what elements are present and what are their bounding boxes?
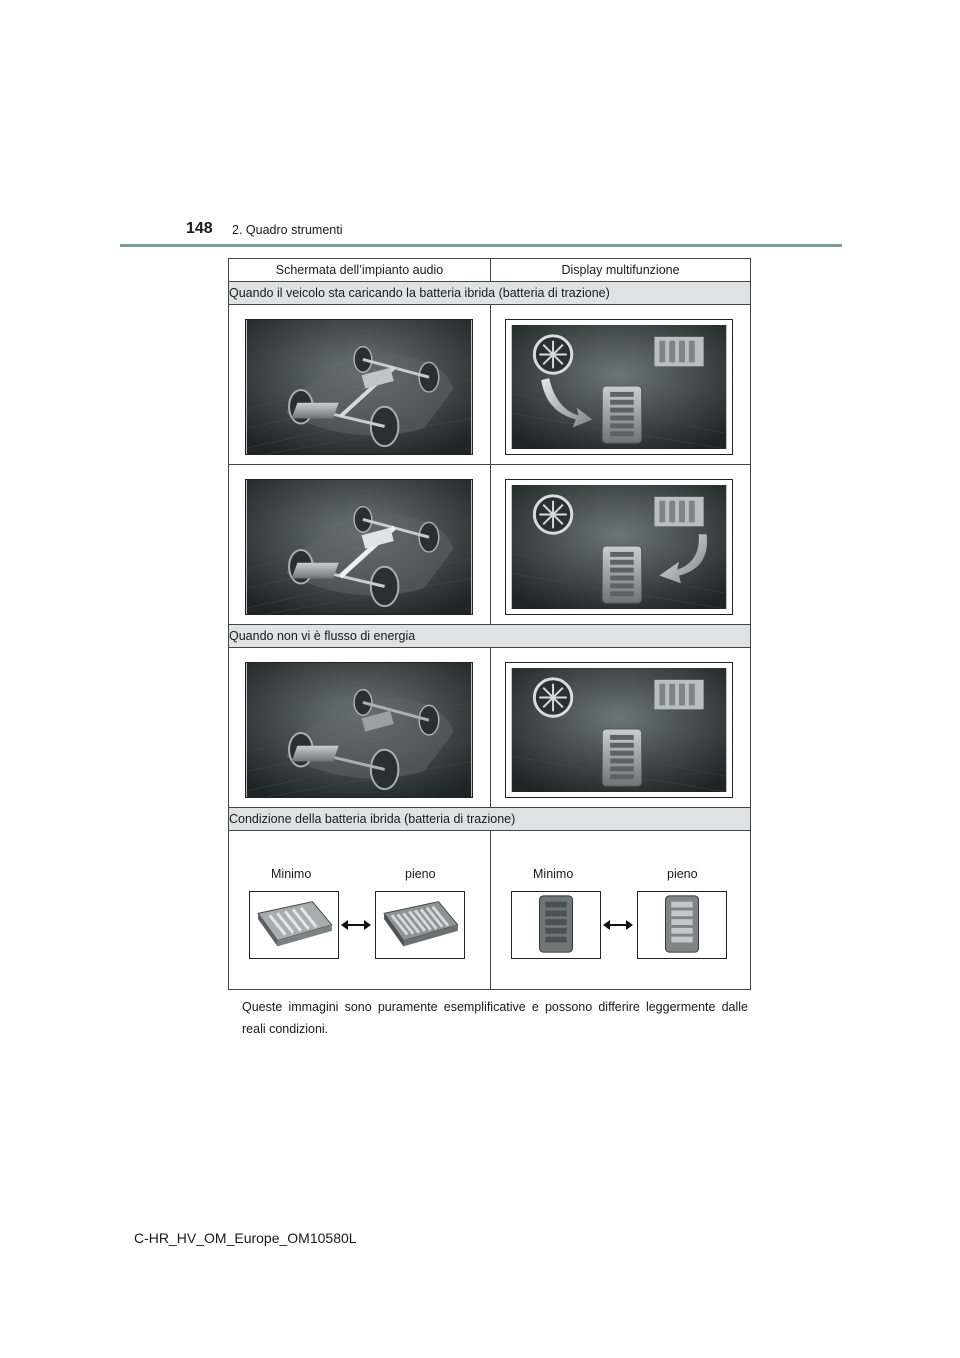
band-noflow-label: Quando non vi è flusso di energia (229, 625, 751, 648)
battery-full-image (375, 891, 465, 959)
mfd-energy-flow-icon (511, 668, 727, 792)
label-pieno: pieno (667, 867, 698, 881)
audio-screen-image (245, 662, 473, 798)
car-chassis-icon (246, 663, 472, 797)
battery-min-image (249, 891, 339, 959)
image-row (229, 648, 751, 808)
disclaimer-note: Queste immagini sono puramente esemplificative e possono differire leggermente dalle reali condizioni. (242, 1000, 748, 1036)
column-header-audio: Schermata dell’impianto audio (229, 259, 491, 282)
energy-monitor-table (228, 258, 751, 990)
image-row (229, 305, 751, 465)
band-row-charging (229, 282, 751, 305)
page-number: 148 (186, 220, 213, 237)
mfd-energy-flow-icon (511, 485, 727, 609)
image-row (229, 465, 751, 625)
battery-full-image (637, 891, 727, 959)
battery-low-icon (512, 892, 600, 958)
audio-screen-image (245, 319, 473, 455)
condition-row (229, 831, 751, 990)
header-rule (120, 244, 842, 247)
column-header-mfd: Display multifunzione (491, 259, 751, 282)
table-header-row (229, 259, 751, 282)
double-arrow-icon (603, 918, 633, 932)
battery-full-icon (376, 892, 464, 958)
section-title: 2. Quadro strumenti (232, 223, 343, 237)
band-row-noflow (229, 625, 751, 648)
battery-full-icon (638, 892, 726, 958)
footer-document-code: C-HR_HV_OM_Europe_OM10580L (134, 1230, 357, 1246)
car-chassis-icon (246, 320, 472, 454)
label-minimo: Minimo (533, 867, 574, 881)
mfd-screen-image (505, 479, 733, 615)
mfd-screen-image (505, 662, 733, 798)
band-charging-label: Quando il veicolo sta caricando la batteria ibrida (batteria di trazione) (229, 282, 751, 305)
label-minimo: Minimo (271, 867, 312, 881)
mfd-energy-flow-icon (511, 325, 727, 449)
battery-min-image (511, 891, 601, 959)
band-row-condition (229, 808, 751, 831)
battery-low-icon (250, 892, 338, 958)
band-condition-label: Condizione della batteria ibrida (batteria di trazione) (229, 808, 751, 831)
label-pieno: pieno (405, 867, 436, 881)
mfd-screen-image (505, 319, 733, 455)
audio-screen-image (245, 479, 473, 615)
double-arrow-icon (341, 918, 371, 932)
car-chassis-icon (246, 480, 472, 614)
